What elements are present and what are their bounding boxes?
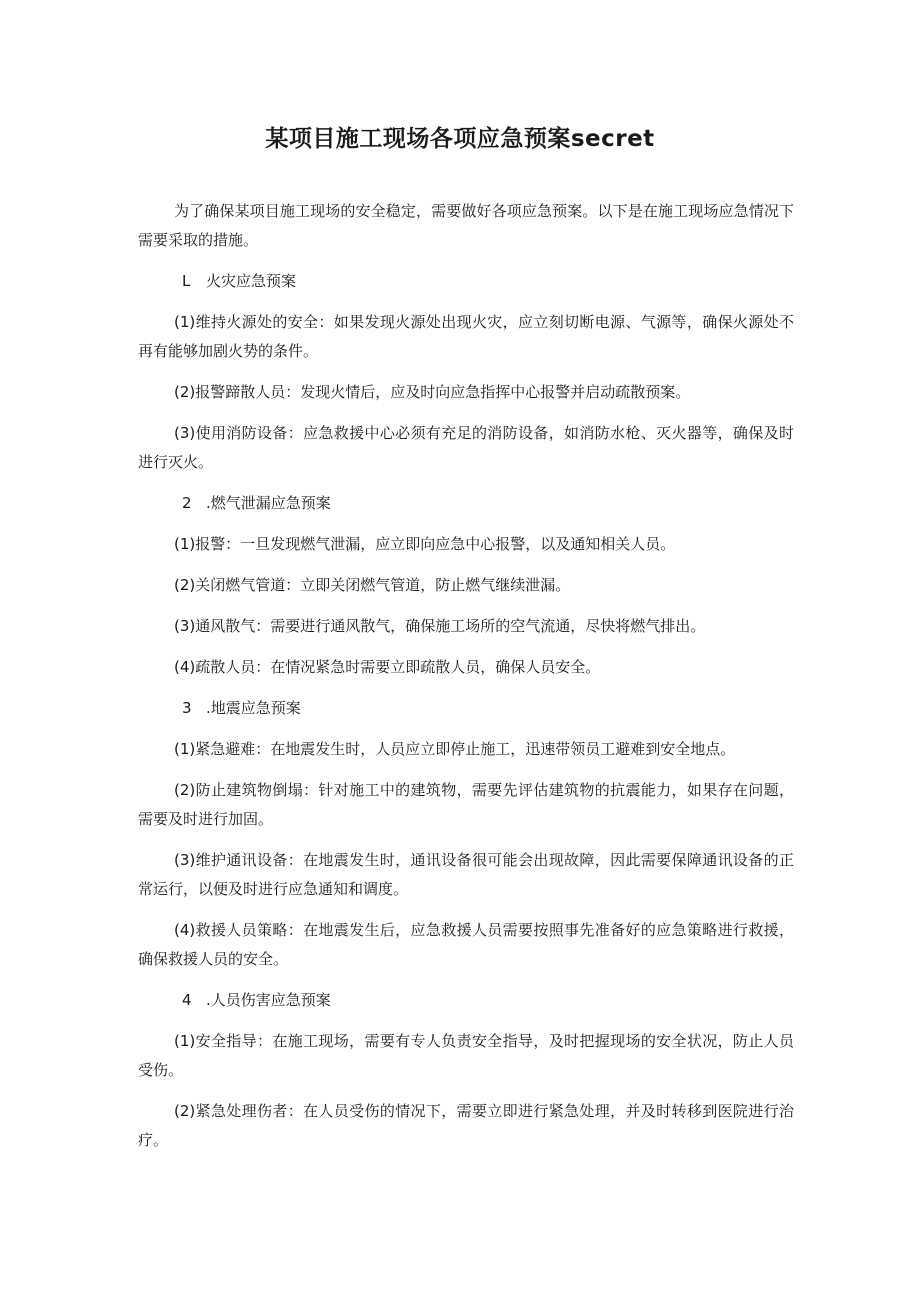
section-title: 火灾应急预案: [206, 272, 297, 290]
section-number: 4: [182, 991, 192, 1009]
list-item: (2)紧急处理伤者：在人员受伤的情况下，需要立即进行紧急处理，并及时转移到医院进行治疗。: [138, 1102, 794, 1149]
list-item: (1)维持火源处的安全：如果发现火源处出现火灾，应立刻切断电源、气源等，确保火源处不再有能够加剧火势的条件。: [138, 313, 794, 360]
section-heading: [138, 986, 794, 1015]
list-item: (3)使用消防设备：应急救援中心必须有充足的消防设备，如消防水枪、灭火器等，确保及时进行灭火。: [138, 424, 794, 471]
section-gas-leak: [138, 489, 794, 682]
list-item: (2)报警蹄散人员：发现火情后，应及时向应急指挥中心报警并启动疏散预案。: [174, 383, 691, 401]
list-item: (1)紧急避难：在地震发生时，人员应立即停止施工，迅速带领员工避难到安全地点。: [174, 740, 736, 758]
section-number: L: [182, 272, 191, 290]
list-item: (3)通风散气：需要进行通风散气，确保施工场所的空气流通，尽快将燃气排出。: [174, 617, 706, 635]
document-body: [138, 197, 794, 1167]
intro-paragraph: 为了确保某项目施工现场的安全稳定，需要做好各项应急预案。以下是在施工现场应急情况下需要采取的措施。: [138, 202, 794, 249]
section-earthquake: [138, 694, 794, 974]
section-number: 2: [182, 494, 192, 512]
list-item: (3)维护通讯设备：在地震发生时，通讯设备很可能会出现故障，因此需要保障通讯设备的正常运行，以便及时进行应急通知和调度。: [138, 851, 794, 898]
section-heading: [138, 267, 794, 296]
list-item: (4)救援人员策略：在地震发生后，应急救援人员需要按照事先准备好的应急策略进行救援，确保救援人员的安全。: [138, 921, 794, 968]
section-heading: [138, 489, 794, 518]
list-item: (1)报警：一旦发现燃气泄漏，应立即向应急中心报警，以及通知相关人员。: [174, 535, 676, 553]
page-title: 某项目施工现场各项应急预案secret: [265, 126, 655, 152]
section-number: 3: [182, 699, 192, 717]
list-item: (2)防止建筑物倒塌：针对施工中的建筑物，需要先评估建筑物的抗震能力，如果存在问题，需要及时进行加固。: [138, 781, 794, 828]
list-item: (2)关闭燃气管道：立即关闭燃气管道，防止燃气继续泄漏。: [174, 576, 571, 594]
section-title: .人员伤害应急预案: [206, 991, 331, 1009]
section-heading: [138, 694, 794, 723]
section-title: .地震应急预案: [206, 699, 301, 717]
list-item: (1)安全指导：在施工现场，需要有专人负责安全指导，及时把握现场的安全状况，防止人员受伤。: [138, 1032, 794, 1079]
section-fire: [138, 267, 794, 477]
section-personnel-injury: [138, 986, 794, 1155]
list-item: (4)疏散人员：在情况紧急时需要立即疏散人员，确保人员安全。: [174, 658, 601, 676]
section-title: .燃气泄漏应急预案: [206, 494, 331, 512]
